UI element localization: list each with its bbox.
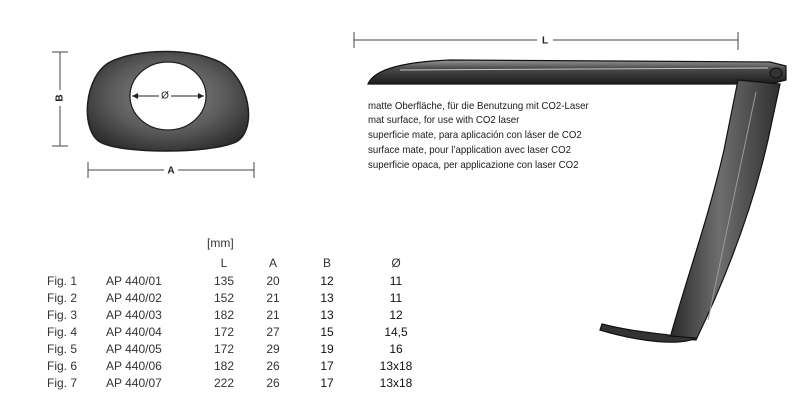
- value-a: 20: [266, 274, 280, 288]
- value-a: 21: [266, 308, 280, 322]
- table-row: [0, 359, 808, 375]
- value-b: 13: [320, 291, 334, 305]
- value-b: 19: [320, 342, 334, 356]
- value-diameter: 11: [389, 274, 403, 288]
- value-diameter: 12: [389, 308, 403, 322]
- article-code: AP 440/02: [106, 291, 162, 305]
- description-german: matte Oberfläche, für die Benutzung mit CO2-Laser: [368, 100, 589, 112]
- description-english: mat surface, for use with CO2 laser: [368, 114, 520, 126]
- value-l: 182: [213, 359, 235, 373]
- tube-end-cap: [770, 68, 782, 78]
- article-code: AP 440/03: [106, 308, 162, 322]
- article-code: AP 440/06: [106, 359, 162, 373]
- value-l: 182: [213, 308, 235, 322]
- header-diameter: Ø: [391, 256, 401, 270]
- value-l: 172: [213, 342, 235, 356]
- fig-label: Fig. 3: [47, 308, 78, 322]
- diameter-label: Ø: [161, 90, 169, 102]
- value-a: 26: [266, 359, 280, 373]
- value-b: 17: [320, 359, 334, 373]
- description-french: surface mate, pour l’application avec laser CO2: [368, 144, 571, 156]
- value-a: 21: [266, 291, 280, 305]
- fig-label: Fig. 2: [47, 291, 78, 305]
- article-code: AP 440/05: [106, 342, 162, 356]
- value-b: 15: [320, 325, 334, 339]
- table-row: [0, 291, 808, 307]
- cross-section-diagram: [40, 40, 280, 190]
- value-l: 222: [213, 376, 235, 390]
- value-diameter: 13x18: [379, 376, 413, 390]
- fig-label: Fig. 7: [47, 376, 78, 390]
- table-row: [0, 308, 808, 324]
- value-b: 12: [320, 274, 334, 288]
- table-row: [0, 325, 808, 341]
- fig-label: Fig. 1: [47, 274, 78, 288]
- value-a: 29: [266, 342, 280, 356]
- description-spanish: superficie mate, para aplicación con láser de CO2: [368, 129, 582, 141]
- header-b: B: [322, 256, 331, 270]
- value-diameter: 16: [389, 342, 403, 356]
- value-diameter: 13x18: [379, 359, 413, 373]
- header-a: A: [268, 256, 277, 270]
- a-label: A: [167, 165, 175, 177]
- value-a: 27: [266, 325, 280, 339]
- value-l: 172: [213, 325, 235, 339]
- value-diameter: 14,5: [384, 325, 408, 339]
- value-l: 152: [213, 291, 235, 305]
- article-code: AP 440/01: [106, 274, 162, 288]
- fig-label: Fig. 4: [47, 325, 78, 339]
- value-b: 13: [320, 308, 334, 322]
- b-label: B: [54, 94, 66, 102]
- header-l: L: [220, 256, 228, 270]
- l-label: L: [541, 35, 549, 47]
- description-italian: superficie opaca, per applicazione con laser CO2: [368, 159, 579, 171]
- value-diameter: 11: [389, 291, 403, 305]
- article-code: AP 440/07: [106, 376, 162, 390]
- article-code: AP 440/04: [106, 325, 162, 339]
- fig-label: Fig. 5: [47, 342, 78, 356]
- value-b: 17: [320, 376, 334, 390]
- unit-label: [mm]: [207, 236, 234, 250]
- fig-label: Fig. 6: [47, 359, 78, 373]
- instrument-tube: [368, 60, 786, 84]
- table-row: [0, 376, 808, 392]
- value-l: 135: [213, 274, 235, 288]
- table-row: [0, 342, 808, 358]
- value-a: 26: [266, 376, 280, 390]
- table-row: [0, 274, 808, 290]
